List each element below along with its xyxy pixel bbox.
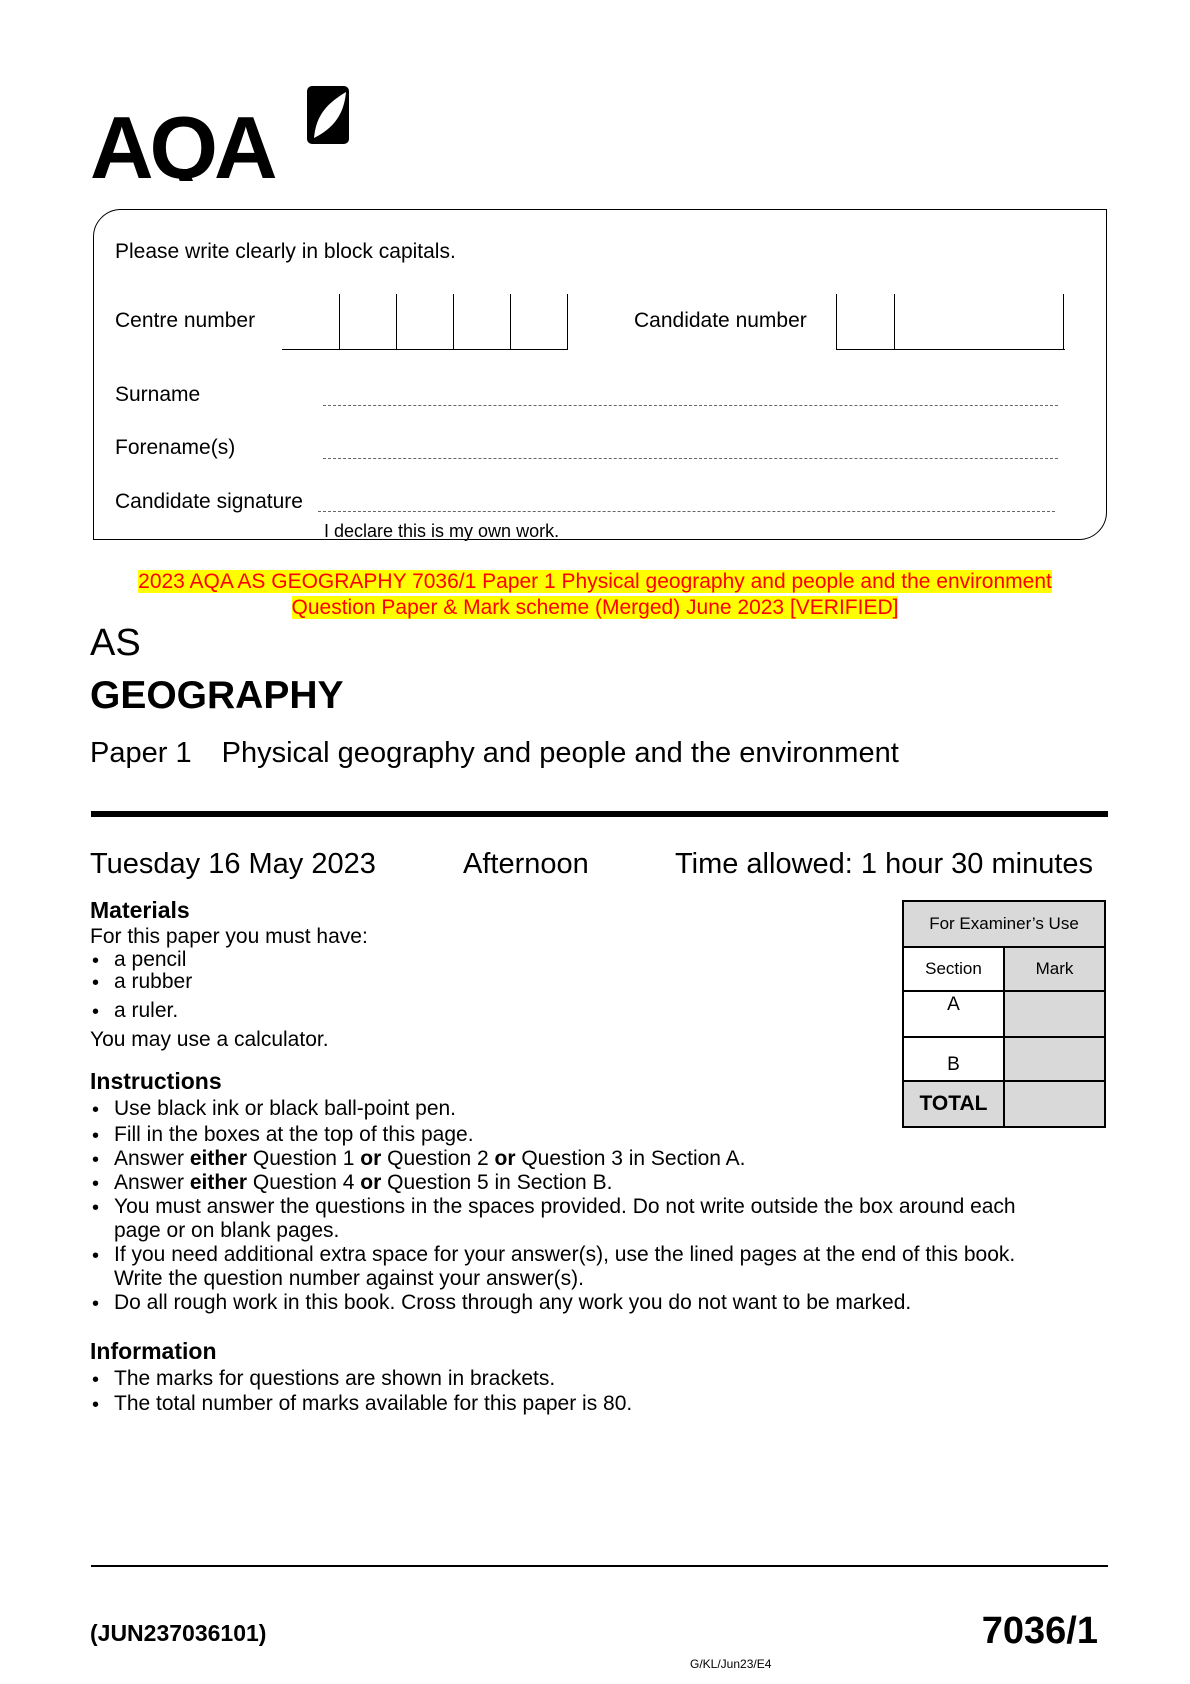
text: You must answer the questions in the spaces provided. Do not write outside the box around each	[114, 1195, 1016, 1218]
candidate-number-digit[interactable]	[837, 294, 895, 349]
centre-number-field[interactable]	[282, 294, 568, 350]
centre-number-digit[interactable]	[454, 294, 511, 349]
text: If you need additional extra space for your answer(s), use the lined pages at the end of this book.	[114, 1243, 1016, 1266]
candidate-number-digit[interactable]	[895, 294, 1064, 349]
time-allowed: Time allowed: 1 hour 30 minutes	[675, 848, 1094, 880]
aqa-logo-mark	[90, 86, 350, 181]
centre-number-digit[interactable]	[397, 294, 454, 349]
instructions-list	[90, 1097, 1110, 1315]
footer-divider	[91, 1565, 1108, 1567]
information-item: • The marks for questions are shown in brackets.	[90, 1367, 632, 1391]
text: Question 4	[247, 1171, 361, 1194]
emphasis: either	[189, 1171, 248, 1194]
aqa-logo	[90, 86, 350, 181]
paper-barcode-code: (JUN237036101)	[90, 1620, 267, 1646]
information-item: • The total number of marks available for this paper is 80.	[90, 1392, 632, 1416]
instruction-item: • Do all rough work in this book. Cross through any work you do not want to be marked.	[90, 1291, 1110, 1315]
information-list	[90, 1367, 632, 1416]
total-mark[interactable]	[1004, 1081, 1105, 1127]
banner-line-2	[0, 595, 1190, 621]
instruction-item	[90, 1171, 1110, 1195]
leaf-icon	[307, 86, 349, 144]
text: Question 1	[247, 1147, 361, 1170]
paper-reference: G/KL/Jun23/E4	[690, 1657, 772, 1671]
surname-input[interactable]	[323, 405, 1058, 406]
materials-list	[90, 949, 192, 1023]
qualification-level: AS	[90, 622, 141, 664]
section-column-header: Section	[903, 947, 1004, 991]
text: Answer	[114, 1147, 190, 1170]
block-capitals-instruction: Please write clearly in block capitals.	[115, 240, 456, 263]
exam-session: Afternoon	[463, 848, 589, 880]
instruction-item	[90, 1195, 1110, 1243]
section-a-label: A	[903, 991, 1004, 1037]
logo-text: AQA	[90, 98, 274, 181]
text: Answer	[114, 1171, 190, 1194]
total-label: TOTAL	[903, 1081, 1004, 1127]
information-heading: Information	[90, 1338, 217, 1364]
forenames-label: Forename(s)	[115, 436, 236, 459]
examiner-use-table	[902, 900, 1106, 1128]
signature-input[interactable]	[318, 511, 1055, 512]
candidate-number-label: Candidate number	[634, 309, 807, 332]
materials-intro: For this paper you must have:	[90, 925, 368, 948]
paper-code: 7036/1	[981, 1610, 1098, 1652]
text: Write the question number against your answer(s).	[114, 1267, 584, 1290]
exam-date: Tuesday 16 May 2023	[90, 848, 376, 880]
instruction-item	[90, 1147, 1110, 1171]
paper-title: Physical geography and people and the environment	[221, 737, 899, 769]
paper-title-line	[90, 737, 899, 770]
section-b-label: B	[903, 1037, 1004, 1081]
centre-number-label: Centre number	[115, 309, 256, 332]
materials-item: • a rubber	[90, 971, 192, 993]
title-divider	[91, 811, 1108, 817]
instructions-heading: Instructions	[90, 1068, 222, 1094]
emphasis: or	[494, 1147, 516, 1170]
materials-item: • a ruler.	[90, 999, 192, 1023]
materials-item: • a pencil	[90, 949, 192, 971]
paper-number: Paper 1	[90, 737, 192, 769]
mark-column-header: Mark	[1004, 947, 1105, 991]
instruction-item	[90, 1243, 1110, 1291]
surname-label: Surname	[115, 383, 201, 406]
text: Question 2	[381, 1147, 495, 1170]
banner-text-2: Question Paper & Mark scheme (Merged) June 2023 [VERIFIED]	[291, 596, 899, 619]
subject-title: GEOGRAPHY	[90, 674, 344, 717]
banner-line-1	[0, 569, 1190, 595]
centre-number-digit[interactable]	[511, 294, 568, 349]
text: Question 3 in Section A.	[515, 1147, 746, 1170]
banner-text-1: 2023 AQA AS GEOGRAPHY 7036/1 Paper 1 Physical geography and people and the environment	[138, 570, 1052, 593]
emphasis: or	[360, 1171, 382, 1194]
instruction-item: • Fill in the boxes at the top of this page.	[90, 1123, 1110, 1147]
text: page or on blank pages.	[114, 1219, 340, 1242]
section-a-mark[interactable]	[1004, 991, 1105, 1037]
emphasis: or	[360, 1147, 382, 1170]
materials-heading: Materials	[90, 897, 190, 923]
text: Question 5 in Section B.	[381, 1171, 613, 1194]
declaration-text: I declare this is my own work.	[324, 521, 560, 541]
emphasis: either	[189, 1147, 248, 1170]
signature-label: Candidate signature	[115, 490, 303, 513]
centre-number-digit[interactable]	[340, 294, 397, 349]
centre-number-digit[interactable]	[282, 294, 340, 349]
examiner-table-title: For Examiner’s Use	[903, 901, 1105, 947]
calculator-note: You may use a calculator.	[90, 1028, 329, 1051]
section-b-mark[interactable]	[1004, 1037, 1105, 1081]
forenames-input[interactable]	[323, 458, 1058, 459]
candidate-number-field[interactable]	[836, 294, 1065, 350]
instruction-item: • Use black ink or black ball-point pen.	[90, 1097, 1110, 1121]
